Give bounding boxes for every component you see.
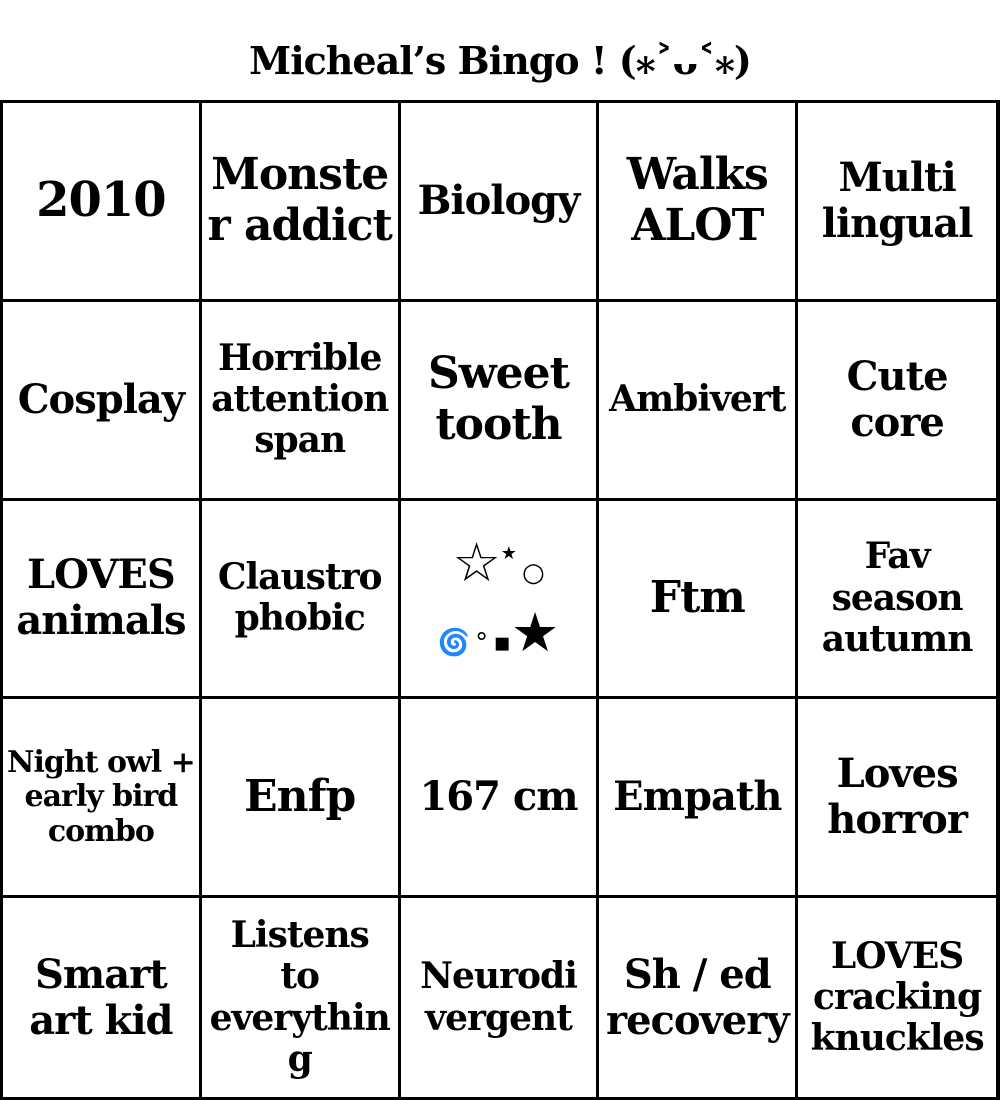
bingo-cell-r1c1[interactable] [3,103,202,302]
small-circle-icon: ° [475,628,489,659]
bingo-cell-label: 2010 [36,172,166,229]
bingo-cell-r1c5[interactable] [798,103,997,302]
bingo-cell-r2c4[interactable] [599,302,798,501]
bingo-cell-r5c1[interactable] [3,898,202,1097]
outline-star-icon: ☆ [452,531,501,595]
bingo-cell-r5c3[interactable] [401,898,600,1097]
bingo-cell-r2c5[interactable] [798,302,997,501]
bingo-cell-r1c4[interactable] [599,103,798,302]
bingo-cell-r2c3[interactable] [401,302,600,501]
bingo-cell-r4c1[interactable] [3,699,202,898]
bingo-cell-r4c2[interactable] [202,699,401,898]
bingo-cell-free[interactable] [401,501,600,700]
bingo-cell-label: Night owl + early bird combo [7,744,195,849]
bingo-grid [0,100,1000,1100]
bingo-cell-label: Neurodi vergent [420,955,577,1039]
bingo-cell-label: Empath [613,773,782,821]
filled-star-icon: ★ [510,601,560,665]
bingo-cell-label: Horrible attention span [211,336,389,462]
bingo-cell-r4c3[interactable] [401,699,600,898]
bingo-cell-r1c2[interactable] [202,103,401,302]
bingo-cell-label: Ambivert [609,378,786,420]
bingo-cell-r2c2[interactable] [202,302,401,501]
bingo-cell-r5c5[interactable] [798,898,997,1097]
bingo-cell-r1c3[interactable] [401,103,600,302]
bingo-cell-label: Cute core [846,352,948,446]
bingo-cell-r5c4[interactable] [599,898,798,1097]
bingo-cell-label: Monster addict [207,149,392,251]
bingo-cell-r3c2[interactable] [202,501,401,700]
free-space-decoration [438,528,560,668]
bingo-cell-r3c5[interactable] [798,501,997,700]
small-circle-icon: ○ [521,558,545,589]
bingo-cell-label: LOVES cracking knuckles [810,934,984,1060]
bingo-cell-label: Listens to everythin g [209,913,390,1080]
bingo-cell-label: LOVES animals [16,551,186,645]
spiral-icon: 🌀 [437,628,471,659]
bingo-cell-r3c1[interactable] [3,501,202,700]
bingo-cell-label: Ftm [649,572,745,624]
bingo-cell-label: Walks ALOT [626,149,768,251]
bingo-cell-label: Loves horror [827,750,967,844]
small-star-icon: ★ [500,543,517,565]
bingo-cell-r5c2[interactable] [202,898,401,1097]
bingo-cell-label: Multi lingual [821,153,973,247]
bingo-cell-r4c4[interactable] [599,699,798,898]
bingo-cell-label: Sweet tooth [428,348,569,450]
bingo-cell-r3c4[interactable] [599,501,798,700]
bingo-cell-label: Biology [417,176,580,224]
bingo-cell-r2c1[interactable] [3,302,202,501]
bingo-cell-label: Cosplay [17,375,185,423]
bingo-cell-label: Enfp [244,770,356,822]
page-title: Micheal’s Bingo ! (⁎˃ᴗ˂⁎) [249,38,751,83]
bingo-cell-label: Fav season autumn [821,535,973,661]
bingo-cell-label: Sh / ed recovery [606,950,789,1044]
bingo-cell-label: 167 cm [419,773,578,821]
dot-icon: ▪ [493,628,511,659]
bingo-cell-label: Claustro phobic [217,556,382,640]
bingo-cell-r4c5[interactable] [798,699,997,898]
bingo-cell-label: Smart art kid [29,950,173,1044]
